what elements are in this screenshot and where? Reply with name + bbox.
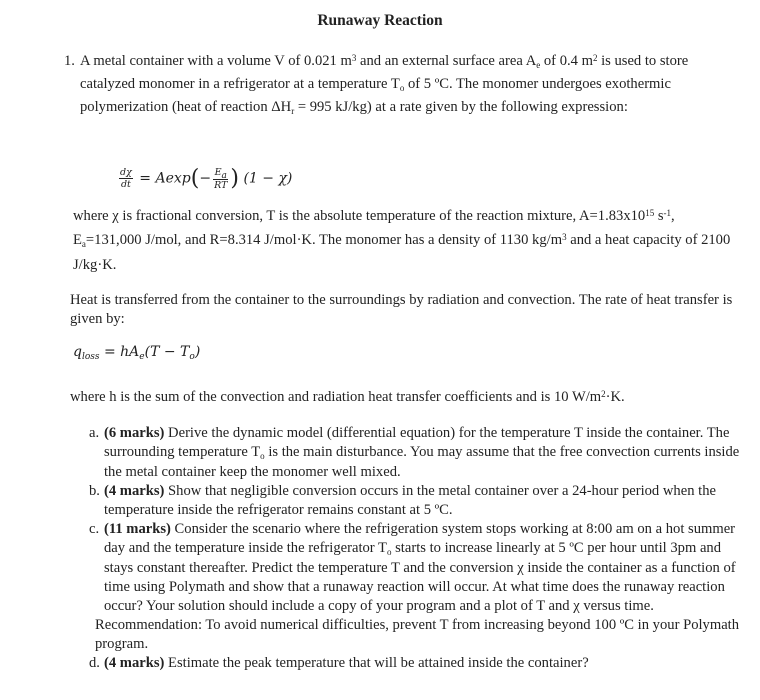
part-marks: (11 marks) [104, 521, 171, 537]
part-marks: (4 marks) [104, 483, 165, 499]
question-parts [89, 424, 749, 673]
page-title: Runaway Reaction [317, 12, 443, 29]
part-b: b. (4 marks) Show that negligible conversion occurs in the metal container over a 24-hour period when the temperature inside the refrigerator remains constant at 5 ºC. [89, 483, 716, 518]
part-marks: (4 marks) [104, 655, 165, 671]
part-label: a. [89, 425, 100, 441]
part-d: d. (4 marks) Estimate the peak temperature that will be attained inside the container? [89, 655, 589, 671]
ea-rt-fraction: $\frac{E_a}{RT}$ [214, 166, 228, 191]
part-marks: (6 marks) [104, 425, 165, 441]
heat-loss-equation: $q_{loss} = hA_e(T - T_o)$ [73, 344, 201, 362]
rate-equation: $\frac{d\chi}{dt}$ = Aexp(− $\frac{E_a}{RT}$ ) (1 − χ) [120, 166, 293, 191]
part-label: c. [89, 521, 100, 537]
dchi-dt-fraction: $\frac{d\chi}{dt}$ [120, 167, 132, 190]
variable-definitions: where χ is fractional conversion, T is the absolute temperature of the reaction mixture, $A=1.83x10^{15}$ $s^{-1}$, $E_a=131,000$ J/mol, and R=8.314 J/mol·K. The monomer has a density of 1130 $kg/m^3$ and a heat capacity of 2100 J/kg·K. [73, 208, 731, 273]
question-intro [64, 50, 744, 119]
part-c: c. (11 marks) Consider the scenario where the refrigeration system stops working at 8:00 am on a hot summer day and the temperature inside the refrigerator $T_o$ starts to increase linearly at 5 ºC per hour until 3pm and stays constant thereafter. Predict the temperature T and the conversion χ inside the container as a function of time using Polymath and show that a runaway reaction will occur. At what time does the runaway reaction occur? Your solution should include a copy of your program and a plot of T and χ versus time. [89, 521, 736, 614]
coefficient-definition: where h is the sum of the convection and radiation heat transfer coefficients and is 10 $W/m^2\cdot K$. [70, 389, 625, 405]
part-label: b. [89, 483, 100, 499]
recommendation: Recommendation: To avoid numerical difficulties, prevent T from increasing beyond 100 ºC in your Polymath program. [95, 617, 740, 652]
question-intro-text: A metal container with a volume V of 0.021 $m^3$ and an external surface area $A_e$ of 0.4 $m^2$ is used to store catalyzed monomer in a refrigerator at a temperature $T_o$ of 5 ºC. The monomer undergoes exothermic polymerization (heat of reaction $\Delta H_r = 995$ kJ/kg) at a rate given by the following expression: [80, 53, 689, 116]
heat-transfer-text: Heat is transferred from the container to the surroundings by radiation and convection. The rate of heat transfer is given by: [70, 292, 733, 327]
part-a: a. (6 marks) Derive the dynamic model (differential equation) for the temperature T inside the container. The surrounding temperature $T_o$ is the main disturbance. You may assume that the free convection currents inside the metal container keep the monomer well mixed. [89, 425, 740, 480]
part-label: d. [89, 655, 100, 671]
question-number: 1. [64, 53, 75, 69]
